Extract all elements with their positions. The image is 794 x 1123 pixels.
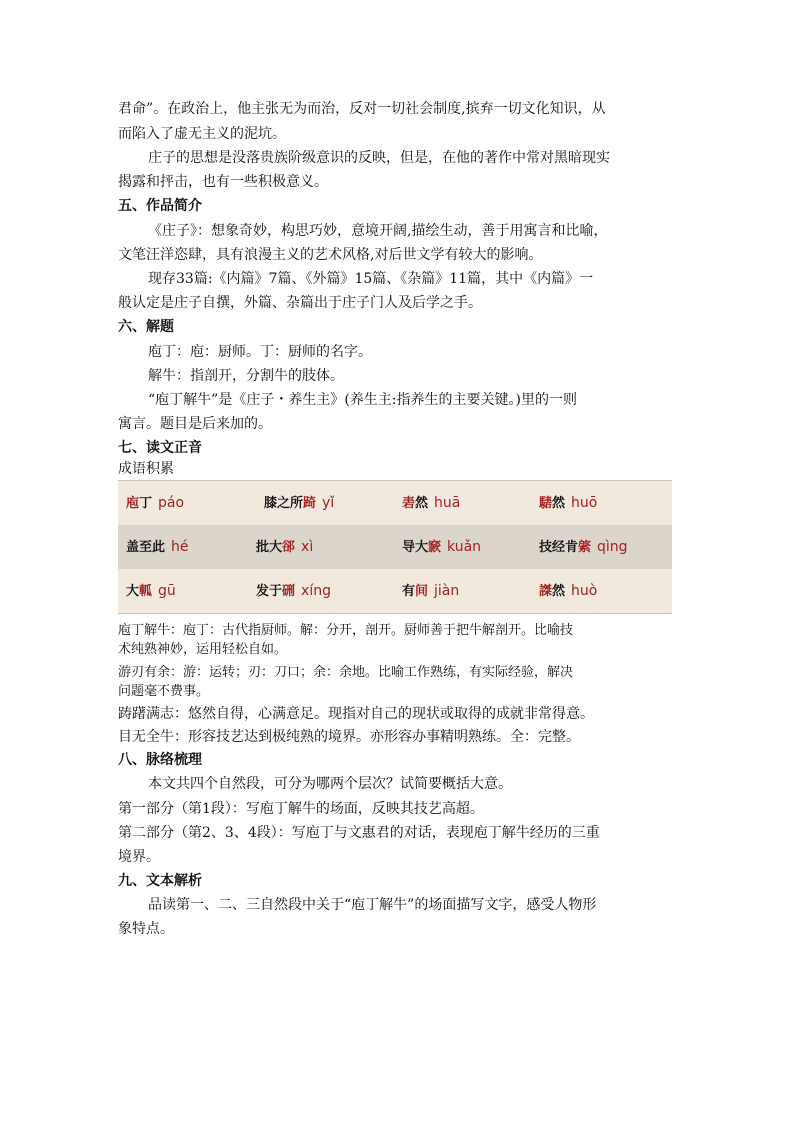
structure-line: 境界。 [118, 849, 160, 865]
works-line: 《庄子》：想象奇妙，构思巧妙，意境开阔,描绘生动，善于用寓言和比喻， [148, 223, 608, 239]
vocab-cell: 盖至此 hé [126, 539, 189, 555]
section-heading-8: 八、脉络梳理 [118, 752, 202, 768]
table-row [118, 569, 672, 613]
idiom-line: 目无全牛：形容技艺达到极纯熟的境界。亦形容办事精明熟练。全：完整。 [118, 729, 580, 745]
vocab-cell: 技经肯綮 qìng [539, 539, 628, 555]
analysis-line: 品读第一、二、三自然段中关于“庖丁解牛”的场面描写文字，感受人物形 [148, 897, 597, 913]
vocab-cell: 批大郤 xì [256, 539, 314, 555]
pronunciation-table [118, 480, 672, 614]
idioms-label: 成语积累 [118, 461, 174, 477]
works-line: 般认定是庄子自撰，外篇、杂篇出于庄子门人及后学之手。 [118, 295, 482, 311]
structure-line: 本文共四个自然段，可分为哪两个层次？试简要概括大意。 [148, 776, 512, 792]
section-heading-7: 七、读文正音 [118, 440, 202, 456]
analysis-line: 象特点。 [118, 921, 174, 937]
vocab-cell: 庖丁 páo [126, 495, 185, 511]
section-heading-6: 六、解题 [118, 319, 174, 335]
idiom-line: 问题毫不费事。 [118, 684, 210, 699]
title-note-line: 解牛：指剖开，分割牛的肢体。 [148, 368, 344, 384]
idiom-line: 踌躇满志：悠然自得，心满意足。现指对自己的现状或取得的成就非常得意。 [118, 706, 594, 722]
paragraph-line: 揭露和抨击，也有一些积极意义。 [118, 174, 328, 190]
vocab-cell: 砉然 huā [402, 495, 461, 511]
works-line: 现存33篇:《内篇》7篇、《外篇》15篇、《杂篇》11篇，其中《内篇》一 [148, 271, 594, 287]
idiom-line: 游刃有余：游：运转；刃：刀口；余：余地。比喻工作熟练，有实际经验，解决 [118, 665, 574, 680]
works-line: 文笔汪洋恣肆，具有浪漫主义的艺术风格,对后世文学有较大的影响。 [118, 247, 543, 263]
paragraph-line: 而陷入了虚无主义的泥坑。 [118, 126, 286, 142]
vocab-cell: 大軱 gū [126, 583, 176, 599]
title-note-line: 庖丁：庖：厨师。丁：厨师的名字。 [148, 344, 372, 360]
vocab-cell: 导大窾 kuǎn [402, 539, 482, 555]
vocab-cell: 騞然 huō [539, 495, 598, 511]
vocab-cell: 膝之所踦 yǐ [264, 495, 335, 511]
section-heading-5: 五、作品简介 [118, 198, 202, 214]
vocab-cell: 謋然 huò [539, 583, 598, 599]
section-heading-9: 九、文本解析 [118, 873, 202, 889]
structure-line: 第一部分（第1段）：写庖丁解牛的场面，反映其技艺高超。 [118, 801, 484, 817]
paragraph-line: 君命”。在政治上，他主张无为而治，反对一切社会制度,摈弃一切文化知识，从 [118, 101, 606, 117]
paragraph-line: 庄子的思想是没落贵族阶级意识的反映，但是，在他的著作中常对黑暗现实 [148, 150, 610, 166]
vocab-cell: 有间 jiàn [402, 583, 460, 599]
table-row [118, 481, 672, 525]
idiom-line: 庖丁解牛：庖丁：古代指厨师。解：分开，剖开。厨师善于把牛解剖开。比喻技 [118, 623, 574, 638]
vocab-cell: 发于硎 xíng [256, 583, 331, 599]
title-note-line: “庖丁解牛”是《庄子・养生主》(养生主:指养生的主要关键。)里的一则 [148, 392, 577, 408]
table-row [118, 525, 672, 569]
idiom-line: 术纯熟神妙，运用轻松自如。 [118, 642, 288, 657]
title-note-line: 寓言。题目是后来加的。 [118, 416, 272, 432]
structure-line: 第二部分（第2、3、4段）：写庖丁与文惠君的对话，表现庖丁解牛经历的三重 [118, 825, 600, 841]
